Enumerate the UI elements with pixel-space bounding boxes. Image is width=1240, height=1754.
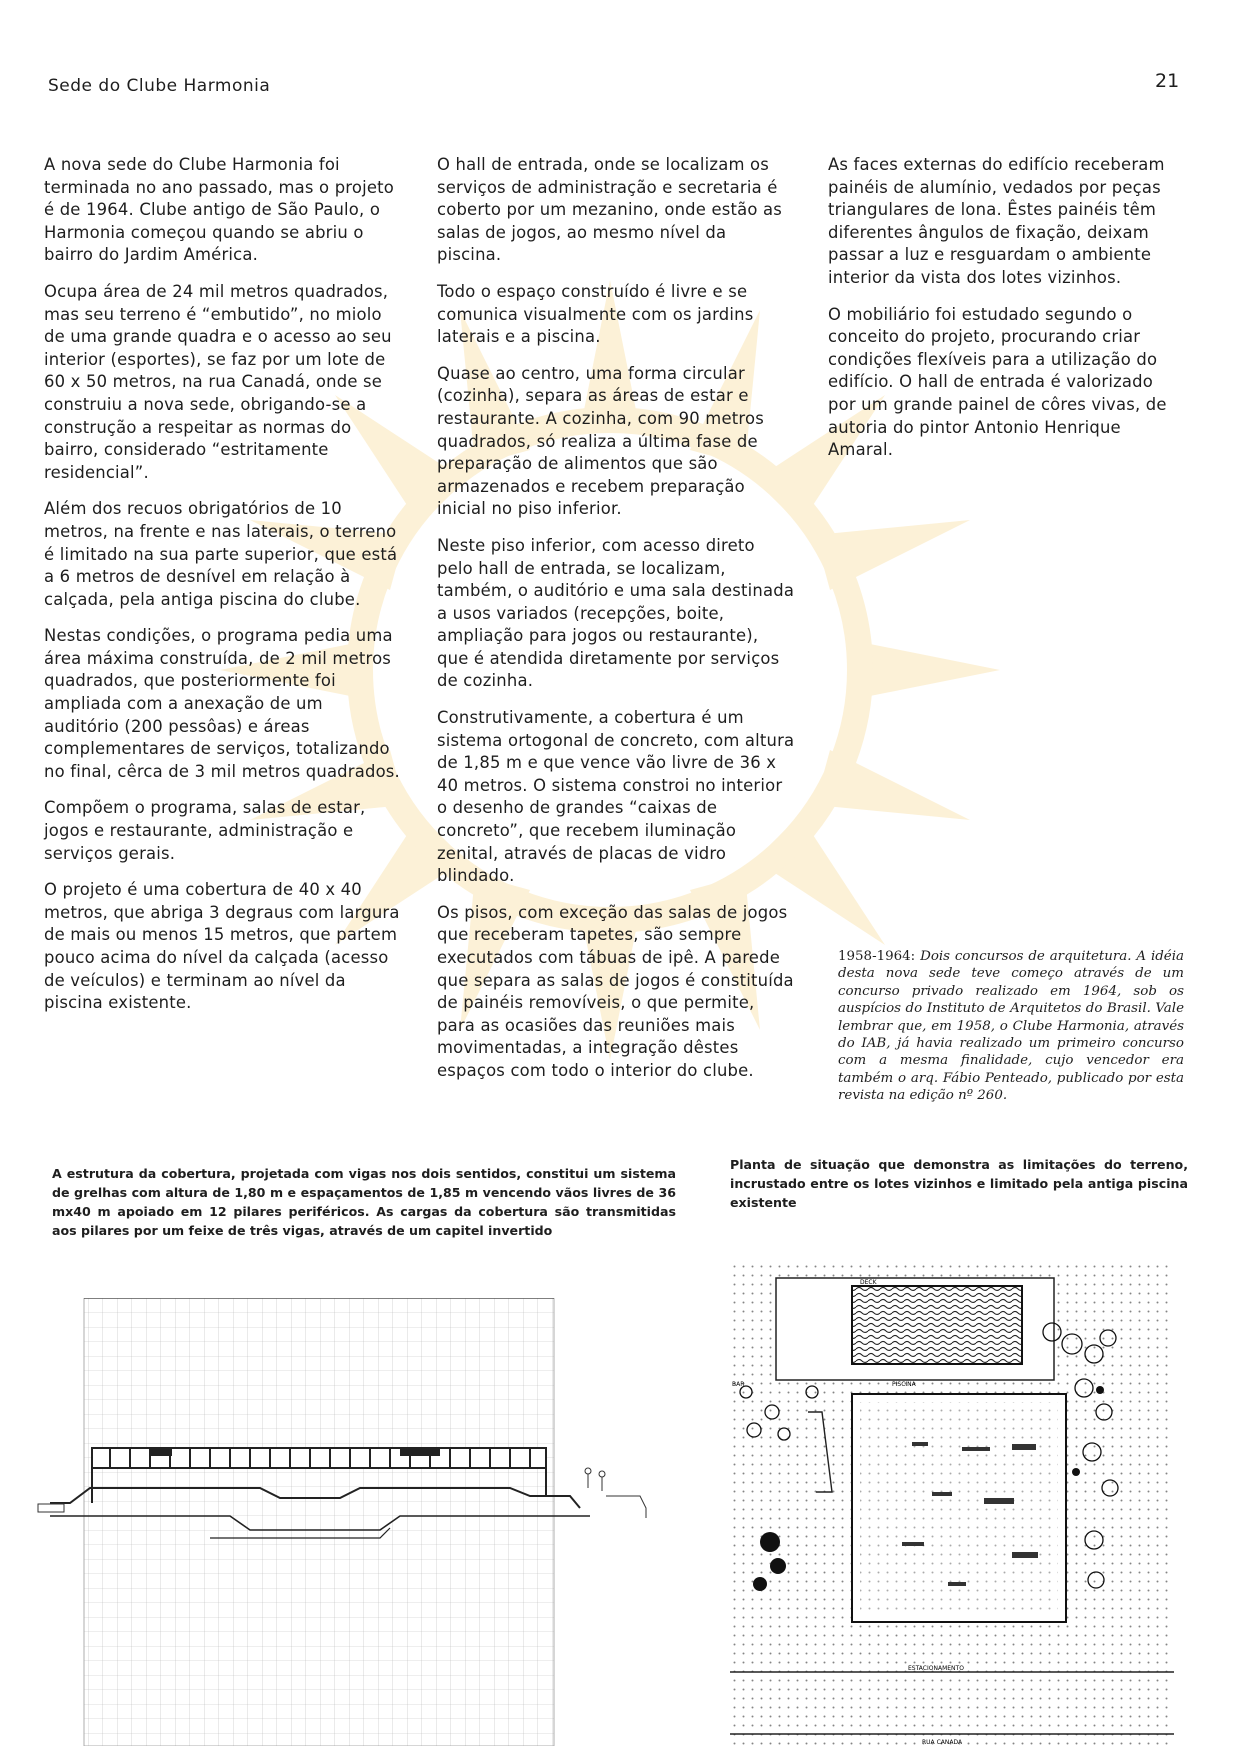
sidenote-lead: 1958-1964: (838, 949, 916, 964)
site-plan-caption: Planta de situação que demonstra as limitações do terreno, incrustado entre os lotes vizinhos e limitado pela antiga piscina existente (730, 1157, 1188, 1210)
text-column-2 (437, 154, 795, 1097)
plan-label-bar: BAR (732, 1381, 745, 1388)
paragraph: Os pisos, com exceção das salas de jogos que receberam tapetes, são sempre executados com tábuas de ipê. A parede que separa as salas de jogos é constituída de painéis removíveis, o que permite, para as ocasiões das reuniões mais movimentadas, a integração dêstes espaços com todo o interior do clube. (437, 902, 794, 1080)
paragraph: O mobiliário foi estudado segundo o conceito do projeto, procurando criar condições flexíveis para a utilização do edifício. O hall de entrada é valorizado por um grande painel de côres vivas, de autoria do pintor Antonio Henrique Amaral. (828, 304, 1167, 460)
page-number: 21 (1155, 70, 1180, 92)
plan-label-street: RUA CANADA (922, 1739, 963, 1746)
paragraph: O projeto é uma cobertura de 40 x 40 metros, que abriga 3 degraus com largura de mais ou menos 15 metros, que partem pouco acima do nível da calçada (acesso de veículos) e terminam ao nível da piscina existente. (44, 880, 400, 1013)
plan-label-deck: DECK (860, 1279, 877, 1286)
plan-label-parking: ESTACIONAMENTO (908, 1665, 964, 1672)
paragraph: Compõem o programa, salas de estar, jogos e restaurante, administração e serviços gerais. (44, 798, 366, 863)
paragraph: Todo o espaço construído é livre e se comunica visualmente com os jardins laterais e a piscina. (437, 281, 754, 347)
sidenote-text: Dois concursos de arquitetura. A idéia desta nova sede teve começo através de um concurso privado realizado em 1964, sob os auspícios do Instituto de Arquitetos do Brasil. Vale lembrar que, em 1958, o Clube Harmonia, através do IAB, já havia realizado um primeiro concurso com a mesma finalidade, cujo vencedor era também o arq. Fábio Penteado, publicado por esta revista na edição nº 260. (838, 949, 1184, 1104)
paragraph: A nova sede do Clube Harmonia foi terminada no ano passado, mas o projeto é de 1964. Clube antigo de São Paulo, o Harmonia começou quando se abriu o bairro do Jardim América. (44, 155, 394, 265)
plan-label-pool: PISCINA (892, 1381, 916, 1388)
site-plan-drawing (712, 1262, 1196, 1748)
structure-caption: A estrutura da cobertura, projetada com vigas nos dois sentidos, constitui um sistema de grelhas com altura de 1,80 m e espaçamentos de 1,85 m vencendo vãos livres de 36 mx40 m apoiado em 12 pilares periféricos. As cargas da cobertura são transmitidas aos pilares por um feixe de três vigas, através de um capitel invertido (52, 1166, 676, 1238)
paragraph: As faces externas do edifício receberam painéis de alumínio, vedados por peças triangulares de lona. Êstes painéis têm diferentes ângulos de fixação, deixam passar a luz e resguardam o ambiente interior da vista dos lotes vizinhos. (828, 155, 1165, 287)
paragraph: Além dos recuos obrigatórios de 10 metros, na frente e nas laterais, o terreno é limitado na sua parte superior, que está a 6 metros de desnível em relação à calçada, pela antiga piscina do clube. (44, 499, 398, 609)
paragraph: Quase ao centro, uma forma circular (cozinha), separa as áreas de estar e restaurante. A cozinha, com 90 metros quadrados, só realiza a última fase de preparação de alimentos que são armazenados e recebem preparação inicial no piso inferior. (437, 363, 764, 519)
paragraph: O hall de entrada, onde se localizam os serviços de administração e secretaria é coberto por um mezanino, onde estão as salas de jogos, ao mesmo nível da piscina. (437, 155, 782, 265)
paragraph: Neste piso inferior, com acesso direto pelo hall de entrada, se localizam, também, o auditório e uma sala destinada a usos variados (recepções, boite, ampliação para jogos ou restaurante), que é atendida diretamente por serviços de cozinha. (437, 535, 795, 691)
running-head: Sede do Clube Harmonia (48, 76, 271, 96)
text-column-1 (44, 154, 402, 1029)
text-column-3 (828, 154, 1186, 476)
sidenote (838, 948, 1184, 1105)
section-drawing (30, 1298, 670, 1746)
paragraph: Nestas condições, o programa pedia uma área máxima construída, de 2 mil metros quadrados, que posteriormente foi ampliada com a anexação de um auditório (200 pessôas) e áreas complementares de serviços, totalizando no final, cêrca de 3 mil metros quadrados. (44, 626, 400, 781)
paragraph: Construtivamente, a cobertura é um sistema ortogonal de concreto, com altura de 1,85 m e que vence vão livre de 36 x 40 metros. O sistema constroi no interior o desenho de grandes “caixas de concreto”, que recebem iluminação zenital, através de placas de vidro blindado. (437, 708, 795, 886)
paragraph: Ocupa área de 24 mil metros quadrados, mas seu terreno é “embutido”, no miolo de uma grande quadra e o acesso ao seu interior (esportes), se faz por um lote de 60 x 50 metros, na rua Canadá, onde se construiu a nova sede, obrigando-se a construção a respeitar as normas do bairro, considerado “estritamente residencial”. (44, 281, 392, 482)
